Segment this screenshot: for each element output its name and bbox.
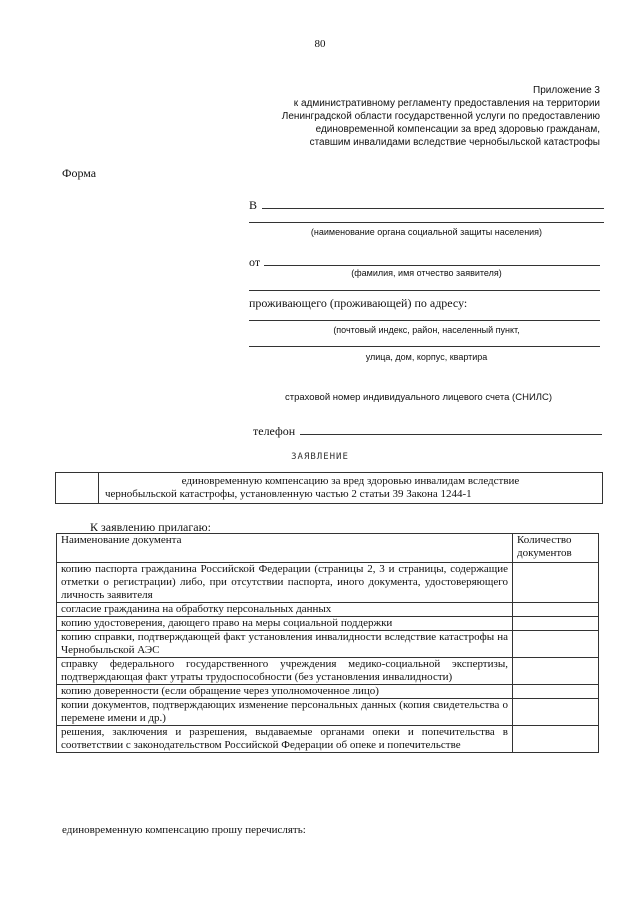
phone-label: телефон <box>253 424 296 438</box>
appendix-line: Ленинградской области государственной услуги по предоставлению <box>281 111 600 122</box>
address-field-1[interactable] <box>249 320 600 321</box>
form-label: Форма <box>62 166 97 180</box>
statement-title: ЗАЯВЛЕНИЕ <box>291 452 349 462</box>
payment-instruction: единовременную компенсацию прошу перечислять: <box>62 824 306 836</box>
table-row <box>57 699 599 726</box>
address-caption-1: (почтовый индекс, район, населенный пункт, <box>333 325 520 335</box>
document-count-cell[interactable] <box>513 617 599 631</box>
document-count-cell[interactable] <box>513 685 599 699</box>
document-name-cell: решения, заключения и разрешения, выдаваемые органами опеки и попечительства в соответствии с законодательством Российской Федерации об опеке и попечительстве <box>57 726 513 753</box>
document-name-cell: копию доверенности (если обращение через уполномоченное лицо) <box>57 685 513 699</box>
document-name-cell: справку федерального государственного учреждения медико-социальной экспертизы, подтверждающая факт утраты трудоспособности (без установления инвалидности) <box>57 658 513 685</box>
document-count-cell[interactable] <box>513 603 599 617</box>
from-caption: (фамилия, имя отчество заявителя) <box>351 268 502 278</box>
document-count-cell[interactable] <box>513 563 599 603</box>
document-count-cell[interactable] <box>513 631 599 658</box>
appendix-line: единовременной компенсации за вред здоровью гражданам, <box>315 124 600 135</box>
header-document-count: Количество документов <box>513 534 599 563</box>
compensation-box <box>55 472 603 504</box>
page-number: 80 <box>314 38 326 50</box>
table-row <box>57 726 599 753</box>
to-field-line-2[interactable] <box>249 222 604 223</box>
document-name-cell: копию справки, подтверждающей факт установления инвалидности вследствие катастрофы на Чернобыльской АЭС <box>57 631 513 658</box>
table-row <box>57 658 599 685</box>
appendix-line: Приложение 3 <box>533 85 600 96</box>
table-row <box>57 617 599 631</box>
phone-field[interactable] <box>300 434 602 435</box>
table-row <box>57 631 599 658</box>
header-document-name: Наименование документа <box>57 534 513 563</box>
to-field[interactable] <box>262 208 604 209</box>
address-caption-2: улица, дом, корпус, квартира <box>365 352 488 362</box>
attachments-label: К заявлению прилагаю: <box>90 520 211 534</box>
table-row <box>57 563 599 603</box>
table-row <box>57 685 599 699</box>
compensation-text <box>98 473 602 503</box>
from-field-line-2[interactable] <box>249 290 600 291</box>
snils-label: страховой номер индивидуального лицевого счета (СНИЛС) <box>285 392 553 403</box>
to-caption: (наименование органа социальной защиты населения) <box>310 227 543 237</box>
table-row <box>57 603 599 617</box>
document-name-cell: копию паспорта гражданина Российской Федерации (страницы 2, 3 и страницы, содержащие отметки о регистрации) либо, при отсутствии паспорта, иного документа, удостоверяющего личность заявителя <box>57 563 513 603</box>
table-header-row <box>57 534 599 563</box>
to-prefix: В <box>249 198 258 212</box>
document-count-cell[interactable] <box>513 658 599 685</box>
from-prefix: от <box>249 255 261 269</box>
document-name-cell: согласие гражданина на обработку персональных данных <box>57 603 513 617</box>
documents-table <box>56 533 599 753</box>
residing-label: проживающего (проживающей) по адресу: <box>249 296 468 310</box>
document-count-cell[interactable] <box>513 699 599 726</box>
document-count-cell[interactable] <box>513 726 599 753</box>
document-name-cell: копию удостоверения, дающего право на меры социальной поддержки <box>57 617 513 631</box>
compensation-line: единовременную компенсацию за вред здоровью инвалидам вследствие <box>181 475 520 487</box>
appendix-line: ставшим инвалидами вследствие чернобыльской катастрофы <box>309 137 600 148</box>
appendix-note <box>282 84 600 149</box>
compensation-line: чернобыльской катастрофы, установленную частью 2 статьи 39 Закона 1244-1 <box>105 488 472 500</box>
address-field-2[interactable] <box>249 346 600 347</box>
appendix-line: к административному регламенту предоставления на территории <box>293 98 600 109</box>
document-name-cell: копии документов, подтверждающих изменение персональных данных (копия свидетельства о перемене имени и др.) <box>57 699 513 726</box>
from-field[interactable] <box>264 265 600 266</box>
